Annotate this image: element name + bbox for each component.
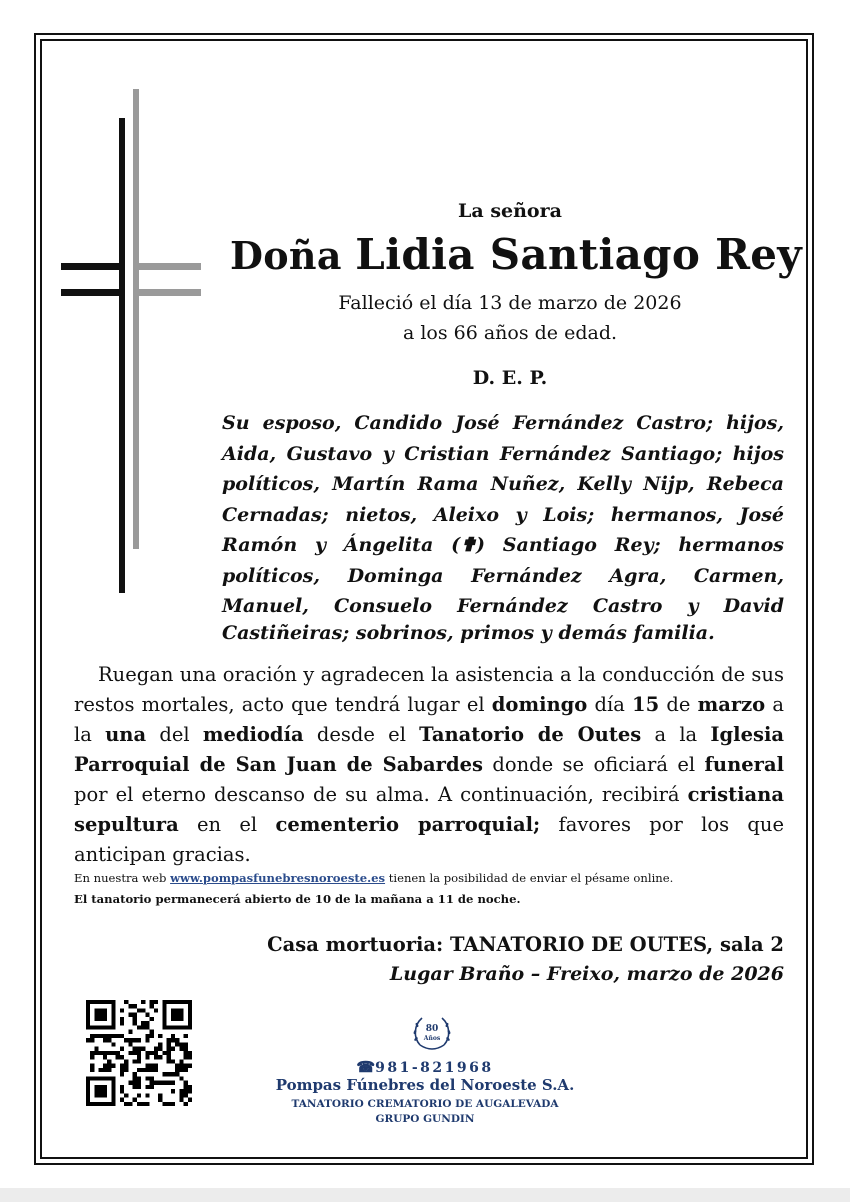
ceremony-text: Ruegan una oración y agradecen la asistencia a la conducción de sus restos mortales, acto que tendrá lugar el [74,663,784,716]
death-age: a los 66 años de edad. [402,322,618,344]
qr-code-icon[interactable] [86,1000,192,1106]
ceremony-bold: una [105,723,147,746]
ceremony-bold: 15 [632,693,660,716]
ceremony-text: de [659,693,698,716]
ceremony-bold: mediodía [202,723,304,746]
web-note [74,871,673,885]
badge-number: 80 [425,1024,439,1034]
ceremony-text: favores por los que anticipan gracias. [74,813,785,866]
badge-text: Años [423,1035,441,1042]
phone-number: 981-821968 [375,1060,494,1076]
website-link[interactable]: www.pompasfunebresnoroeste.es [170,871,386,885]
ceremony-bold: marzo [697,693,766,716]
ceremony-bold: funeral [704,753,784,776]
ceremony-bold: cristiana sepultura [74,783,784,836]
name-prefix: Doña [230,233,342,278]
company-name: Pompas Fúnebres del Noroeste S.A. [275,1076,575,1094]
company-phone [230,1058,620,1076]
ceremony-bold: domingo [491,693,588,716]
intro-title: La señora [458,200,562,222]
name-main: Lidia Santiago Rey [355,230,803,279]
anniversary-wreath-icon [410,1013,454,1055]
ceremony-text: desde el [303,723,420,746]
ceremony-text: del [146,723,203,746]
ceremony-bold: cementerio parroquial; [275,813,541,836]
ceremony-text: donde se oficiará el [482,753,705,776]
ceremony-text: a la [74,693,784,746]
cross-black-horizontal [61,263,125,270]
funeral-home-location: Casa mortuoria: TANATORIO DE OUTES, sala 2 [267,933,784,956]
web-note-suffix: tienen la posibilidad de enviar el pésame online. [385,871,674,885]
page-bottom-band [0,1188,850,1202]
company-group: GRUPO GUNDIN [375,1113,475,1125]
cross-gray-horizontal [133,263,201,270]
place-date: Lugar Braño – Freixo, marzo de 2026 [389,963,784,985]
cross-icon [55,85,205,600]
phone-icon: ☎ [356,1058,376,1076]
ceremony-text: día [587,693,633,716]
ceremony-text: en el [178,813,276,836]
ceremony-bold: Iglesia Parroquial de San Juan de Sabardes [74,723,785,776]
ceremony-text: por el eterno descanso de su alma. A continuación, recibirá [74,783,688,806]
family-list: Su esposo, Candido José Fernández Castro; hijos, Aida, Gustavo y Cristian Fernández Santiago; hijos políticos, Martín Rama Nuñez, Kelly Nijp, Rebeca Cernadas; nietos, Aleixo y Lois; hermanos, José Ramón y Ángelita (✟) Santiago Rey; hermanos políticos, Dominga Fernández Agra, Carmen, Manuel, Consuelo Fernández Castro y David [222,412,784,617]
dep-line: D. E. P. [472,367,548,389]
cross-black-horizontal-lower [61,289,125,296]
ceremony-text: a la [641,723,711,746]
cross-black-vertical [119,118,125,593]
cross-gray-vertical [133,89,139,549]
ceremony-bold: Tanatorio de Outes [419,723,642,746]
ceremony-paragraph [74,660,784,870]
family-list-last-line: Castiñeiras; sobrinos, primos y demás familia. [222,622,715,644]
death-date: Falleció el día 13 de marzo de 2026 [338,292,682,314]
web-note-prefix: En nuestra web [74,871,171,885]
deceased-name [230,230,803,279]
cross-gray-horizontal-lower [133,289,201,296]
death-info [230,288,790,348]
company-subtitle: TANATORIO CREMATORIO DE AUGALEVADA [291,1098,559,1110]
opening-hours-note: El tanatorio permanecerá abierto de 10 de la mañana a 11 de noche. [74,892,521,906]
